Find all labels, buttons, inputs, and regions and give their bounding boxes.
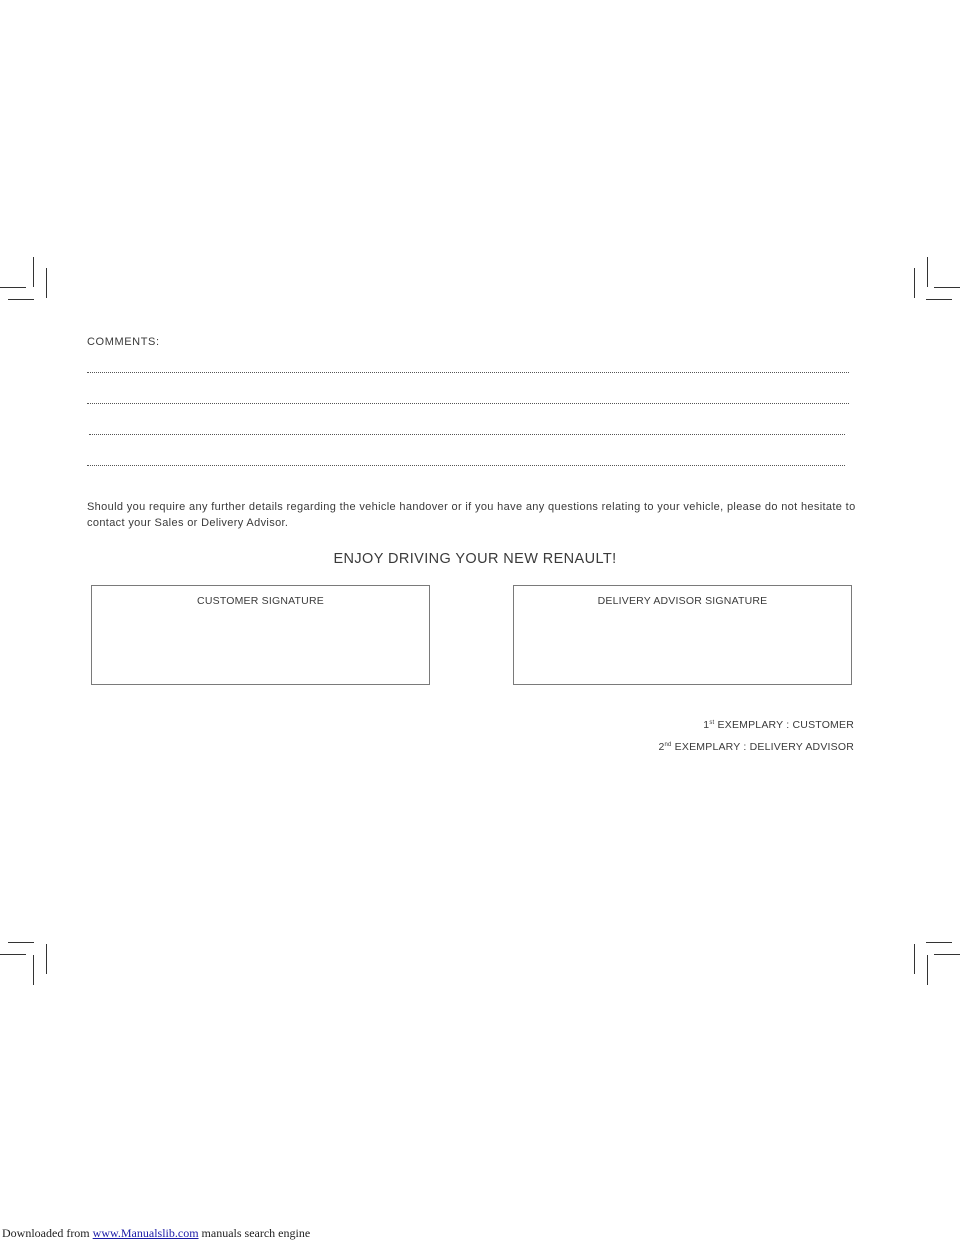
- exemplary-number: 1: [703, 719, 710, 731]
- exemplary-number: 2: [658, 741, 665, 753]
- comment-line[interactable]: [87, 403, 849, 404]
- crop-mark: [8, 299, 34, 300]
- crop-mark: [46, 944, 47, 974]
- crop-mark: [934, 954, 960, 955]
- crop-mark: [46, 268, 47, 298]
- advisor-signature-box[interactable]: [513, 585, 852, 685]
- exemplary-ordinal: st: [709, 720, 715, 726]
- customer-signature-label: CUSTOMER SIGNATURE: [197, 595, 324, 607]
- crop-mark: [927, 955, 928, 985]
- comment-line[interactable]: [87, 465, 845, 466]
- crop-mark: [926, 299, 952, 300]
- exemplary-text: EXEMPLARY : CUSTOMER: [714, 719, 854, 731]
- crop-mark: [8, 942, 34, 943]
- manualslib-link[interactable]: www.Manualslib.com: [92, 1226, 199, 1240]
- footer-suffix: manuals search engine: [198, 1226, 311, 1240]
- advisor-signature-label: DELIVERY ADVISOR SIGNATURE: [597, 595, 768, 607]
- crop-mark: [926, 942, 952, 943]
- info-paragraph: Should you require any further details regarding the vehicle handover or if you have any questions relating to your vehicle, please do not hesitate to contact your Sales or Delivery Advisor.: [87, 501, 856, 529]
- comment-line[interactable]: [89, 434, 845, 435]
- comment-line[interactable]: [87, 372, 849, 373]
- crop-mark: [0, 954, 26, 955]
- crop-mark: [33, 955, 34, 985]
- headline: ENJOY DRIVING YOUR NEW RENAULT!: [333, 551, 617, 567]
- exemplary-text: EXEMPLARY : DELIVERY ADVISOR: [671, 741, 854, 753]
- exemplary-customer: [703, 719, 854, 731]
- customer-signature-box[interactable]: [91, 585, 430, 685]
- exemplary-ordinal: nd: [664, 742, 672, 748]
- crop-mark: [927, 257, 928, 287]
- footer-prefix: Downloaded from: [2, 1226, 93, 1240]
- crop-mark: [914, 268, 915, 298]
- crop-mark: [914, 944, 915, 974]
- exemplary-advisor: [658, 741, 854, 753]
- comments-label: COMMENTS:: [87, 336, 160, 348]
- crop-mark: [0, 287, 26, 288]
- crop-mark: [33, 257, 34, 287]
- crop-mark: [934, 287, 960, 288]
- download-footer: [2, 1226, 310, 1241]
